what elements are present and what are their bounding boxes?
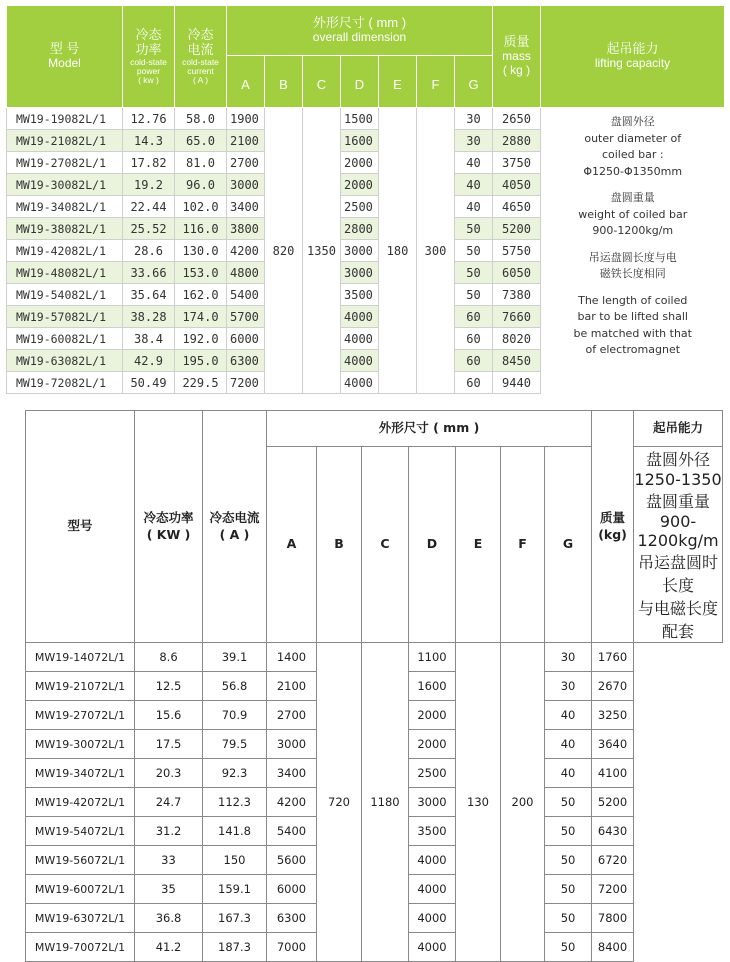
cell-mass: 4100 — [592, 759, 634, 788]
table-row — [7, 108, 725, 130]
cell-power: 25.52 — [123, 218, 175, 240]
cell-power: 28.6 — [123, 240, 175, 262]
cell-dim-d: 3000 — [341, 240, 379, 262]
cell-mass: 4050 — [493, 174, 541, 196]
cell-model: MW19-48082L/1 — [7, 262, 123, 284]
cell-dim-a: 1400 — [267, 643, 317, 672]
cell-dim-a: 5600 — [267, 846, 317, 875]
cell-power: 31.2 — [135, 817, 203, 846]
spec-table-1 — [6, 5, 725, 394]
cell-current: 39.1 — [203, 643, 267, 672]
cell-mass: 6720 — [592, 846, 634, 875]
cell-dim-d: 1100 — [409, 643, 456, 672]
cell-current: 116.0 — [175, 218, 227, 240]
cell-dim-g: 30 — [545, 672, 592, 701]
cell-mass: 7200 — [592, 875, 634, 904]
lifting-capacity-note: 盘圆外径 1250-1350 盘圆重量 900-1200kg/m 吊运盘圆时长度 与电磁长度配套 — [634, 447, 723, 643]
cell-dim-d: 4000 — [409, 933, 456, 962]
header-dim-d: D — [409, 447, 456, 643]
cell-dim-a: 2700 — [227, 152, 265, 174]
cell-model: MW19-30072L/1 — [26, 730, 135, 759]
cell-dim-d: 4000 — [341, 372, 379, 394]
cell-dim-g: 40 — [545, 759, 592, 788]
header-lifting-capacity: 起吊能力 lifting capacity — [541, 6, 725, 108]
cell-dim-g: 50 — [455, 218, 493, 240]
cell-mass: 2880 — [493, 130, 541, 152]
cell-power: 50.49 — [123, 372, 175, 394]
header-dim-f: F — [501, 447, 545, 643]
cell-dim-d: 2000 — [409, 730, 456, 759]
cell-dim-d: 4000 — [341, 306, 379, 328]
cell-dim-a: 5400 — [227, 284, 265, 306]
header-dim-a: A — [227, 56, 265, 108]
cell-mass: 2670 — [592, 672, 634, 701]
cell-dim-g: 50 — [545, 875, 592, 904]
header-power: 冷态功率 ( KW ) — [135, 411, 203, 643]
cell-current: 79.5 — [203, 730, 267, 759]
cell-power: 22.44 — [123, 196, 175, 218]
cell-dim-g: 50 — [545, 904, 592, 933]
cell-dim-a: 4200 — [227, 240, 265, 262]
cell-dim-a: 3800 — [227, 218, 265, 240]
cell-power: 17.82 — [123, 152, 175, 174]
cell-power: 35.64 — [123, 284, 175, 306]
cell-model: MW19-72082L/1 — [7, 372, 123, 394]
cell-dim-d: 2000 — [409, 701, 456, 730]
cell-dim-g: 50 — [455, 240, 493, 262]
cell-current: 159.1 — [203, 875, 267, 904]
cell-dim-a: 2700 — [267, 701, 317, 730]
cell-dim-d: 2800 — [341, 218, 379, 240]
cell-dim-d: 1600 — [341, 130, 379, 152]
cell-model: MW19-42082L/1 — [7, 240, 123, 262]
cell-current: 130.0 — [175, 240, 227, 262]
cell-current: 102.0 — [175, 196, 227, 218]
cell-power: 33 — [135, 846, 203, 875]
cell-model: MW19-21072L/1 — [26, 672, 135, 701]
cell-dim-g: 40 — [545, 730, 592, 759]
cell-mass: 7800 — [592, 904, 634, 933]
cell-current: 167.3 — [203, 904, 267, 933]
cell-dim-d: 4000 — [409, 904, 456, 933]
cell-dim-a: 3000 — [227, 174, 265, 196]
cell-model: MW19-70072L/1 — [26, 933, 135, 962]
cell-mass: 8400 — [592, 933, 634, 962]
cell-dim-d: 2000 — [341, 152, 379, 174]
cell-dim-c: 1180 — [362, 643, 409, 962]
cell-dim-d: 2500 — [341, 196, 379, 218]
header-dim-g: G — [455, 56, 493, 108]
header-overall-dimension: 外形尺寸 ( mm ) — [267, 411, 592, 447]
cell-mass: 3640 — [592, 730, 634, 759]
cell-model: MW19-27072L/1 — [26, 701, 135, 730]
header-model: 型 号 Model — [7, 6, 123, 108]
cell-mass: 5750 — [493, 240, 541, 262]
cell-dim-a: 3400 — [227, 196, 265, 218]
cell-current: 141.8 — [203, 817, 267, 846]
header-dim-g: G — [545, 447, 592, 643]
cell-dim-a: 7000 — [267, 933, 317, 962]
cell-dim-g: 50 — [455, 284, 493, 306]
cell-power: 35 — [135, 875, 203, 904]
cell-dim-e: 130 — [456, 643, 501, 962]
cell-dim-a: 2100 — [267, 672, 317, 701]
cell-dim-a: 2100 — [227, 130, 265, 152]
cell-dim-a: 7200 — [227, 372, 265, 394]
cell-dim-d: 1500 — [341, 108, 379, 130]
cell-model: MW19-63072L/1 — [26, 904, 135, 933]
cell-dim-g: 50 — [545, 817, 592, 846]
cell-dim-g: 50 — [545, 788, 592, 817]
cell-mass: 1760 — [592, 643, 634, 672]
cell-mass: 6430 — [592, 817, 634, 846]
cell-current: 56.8 — [203, 672, 267, 701]
cell-dim-g: 40 — [455, 174, 493, 196]
cell-dim-d: 4000 — [409, 875, 456, 904]
cell-power: 20.3 — [135, 759, 203, 788]
cell-model: MW19-30082L/1 — [7, 174, 123, 196]
cell-power: 42.9 — [123, 350, 175, 372]
cell-dim-g: 40 — [455, 196, 493, 218]
cell-dim-a: 6300 — [227, 350, 265, 372]
cell-current: 192.0 — [175, 328, 227, 350]
header-overall-dimension: 外形尺寸 ( mm ) overall dimension — [227, 6, 493, 56]
cell-dim-g: 50 — [455, 262, 493, 284]
cell-power: 41.2 — [135, 933, 203, 962]
cell-dim-e: 180 — [379, 108, 417, 394]
cell-model: MW19-63082L/1 — [7, 350, 123, 372]
cell-power: 12.76 — [123, 108, 175, 130]
cell-current: 112.3 — [203, 788, 267, 817]
cell-power: 38.4 — [123, 328, 175, 350]
cell-dim-a: 5400 — [267, 817, 317, 846]
cell-dim-g: 40 — [455, 152, 493, 174]
cell-power: 38.28 — [123, 306, 175, 328]
cell-current: 58.0 — [175, 108, 227, 130]
cell-current: 162.0 — [175, 284, 227, 306]
header-dim-c: C — [303, 56, 341, 108]
cell-dim-d: 3500 — [341, 284, 379, 306]
cell-dim-g: 30 — [545, 643, 592, 672]
cell-model: MW19-34072L/1 — [26, 759, 135, 788]
spec-table-2 — [25, 410, 723, 962]
cell-dim-d: 2000 — [341, 174, 379, 196]
cell-model: MW19-14072L/1 — [26, 643, 135, 672]
cell-power: 24.7 — [135, 788, 203, 817]
cell-power: 14.3 — [123, 130, 175, 152]
cell-current: 153.0 — [175, 262, 227, 284]
cell-dim-g: 60 — [455, 372, 493, 394]
cell-current: 150 — [203, 846, 267, 875]
header-dim-c: C — [362, 447, 409, 643]
cell-mass: 8450 — [493, 350, 541, 372]
header-mass: 质量 (kg) — [592, 411, 634, 643]
cell-model: MW19-21082L/1 — [7, 130, 123, 152]
cell-power: 17.5 — [135, 730, 203, 759]
cell-dim-a: 5700 — [227, 306, 265, 328]
cell-power: 12.5 — [135, 672, 203, 701]
cell-dim-g: 40 — [545, 701, 592, 730]
lifting-capacity-note: 盘圆外径 outer diameter of coiled bar : Φ1250-Φ1350mm 盘圆重量 weight of coiled bar 900-1200kg/m 吊运盘圆长度与电 磁铁长度相同 The length of coiled bar to be lifted shall be matched with that of electromagnet — [541, 108, 725, 394]
cell-mass: 4650 — [493, 196, 541, 218]
header-dim-e: E — [379, 56, 417, 108]
cell-dim-c: 1350 — [303, 108, 341, 394]
cell-model: MW19-54082L/1 — [7, 284, 123, 306]
header-mass: 质量 mass ( kg ) — [493, 6, 541, 108]
cell-mass: 8020 — [493, 328, 541, 350]
cell-dim-a: 6000 — [227, 328, 265, 350]
cell-dim-g: 50 — [545, 846, 592, 875]
cell-current: 195.0 — [175, 350, 227, 372]
header-current: 冷态电流 ( A ) — [203, 411, 267, 643]
cell-model: MW19-57082L/1 — [7, 306, 123, 328]
cell-dim-d: 4000 — [341, 350, 379, 372]
table-row — [26, 643, 723, 672]
cell-power: 36.8 — [135, 904, 203, 933]
cell-current: 187.3 — [203, 933, 267, 962]
cell-power: 15.6 — [135, 701, 203, 730]
cell-current: 70.9 — [203, 701, 267, 730]
cell-power: 19.2 — [123, 174, 175, 196]
header-current: 冷态 电流 cold-state current ( A ) — [175, 6, 227, 108]
cell-dim-g: 50 — [545, 933, 592, 962]
cell-dim-d: 2500 — [409, 759, 456, 788]
header-dim-d: D — [341, 56, 379, 108]
cell-mass: 5200 — [493, 218, 541, 240]
cell-dim-a: 3000 — [267, 730, 317, 759]
header-power: 冷态 功率 cold-state power ( kw ) — [123, 6, 175, 108]
header-dim-b: B — [317, 447, 362, 643]
header-dim-b: B — [265, 56, 303, 108]
cell-dim-a: 6000 — [267, 875, 317, 904]
cell-mass: 3250 — [592, 701, 634, 730]
cell-dim-d: 3000 — [409, 788, 456, 817]
cell-mass: 3750 — [493, 152, 541, 174]
header-dim-e: E — [456, 447, 501, 643]
cell-mass: 9440 — [493, 372, 541, 394]
cell-dim-g: 30 — [455, 130, 493, 152]
cell-mass: 6050 — [493, 262, 541, 284]
cell-model: MW19-42072L/1 — [26, 788, 135, 817]
cell-power: 8.6 — [135, 643, 203, 672]
cell-mass: 7660 — [493, 306, 541, 328]
cell-dim-g: 60 — [455, 350, 493, 372]
cell-dim-a: 6300 — [267, 904, 317, 933]
cell-dim-a: 3400 — [267, 759, 317, 788]
cell-dim-d: 4000 — [409, 846, 456, 875]
cell-dim-d: 1600 — [409, 672, 456, 701]
cell-dim-a: 4200 — [267, 788, 317, 817]
cell-dim-a: 4800 — [227, 262, 265, 284]
cell-current: 92.3 — [203, 759, 267, 788]
cell-mass: 7380 — [493, 284, 541, 306]
cell-current: 229.5 — [175, 372, 227, 394]
cell-model: MW19-54072L/1 — [26, 817, 135, 846]
cell-current: 81.0 — [175, 152, 227, 174]
cell-current: 174.0 — [175, 306, 227, 328]
cell-dim-d: 3000 — [341, 262, 379, 284]
cell-model: MW19-27082L/1 — [7, 152, 123, 174]
cell-model: MW19-56072L/1 — [26, 846, 135, 875]
cell-dim-g: 60 — [455, 306, 493, 328]
cell-power: 33.66 — [123, 262, 175, 284]
cell-dim-g: 60 — [455, 328, 493, 350]
cell-model: MW19-60072L/1 — [26, 875, 135, 904]
cell-model: MW19-60082L/1 — [7, 328, 123, 350]
cell-mass: 2650 — [493, 108, 541, 130]
cell-dim-b: 820 — [265, 108, 303, 394]
header-lifting-capacity: 起吊能力 — [634, 411, 723, 447]
cell-dim-f: 300 — [417, 108, 455, 394]
cell-current: 96.0 — [175, 174, 227, 196]
cell-model: MW19-38082L/1 — [7, 218, 123, 240]
header-model: 型号 — [26, 411, 135, 643]
cell-dim-g: 30 — [455, 108, 493, 130]
header-dim-a: A — [267, 447, 317, 643]
cell-dim-f: 200 — [501, 643, 545, 962]
cell-dim-d: 3500 — [409, 817, 456, 846]
cell-dim-d: 4000 — [341, 328, 379, 350]
cell-mass: 5200 — [592, 788, 634, 817]
cell-current: 65.0 — [175, 130, 227, 152]
cell-dim-a: 1900 — [227, 108, 265, 130]
cell-model: MW19-19082L/1 — [7, 108, 123, 130]
header-dim-f: F — [417, 56, 455, 108]
cell-model: MW19-34082L/1 — [7, 196, 123, 218]
cell-dim-b: 720 — [317, 643, 362, 962]
